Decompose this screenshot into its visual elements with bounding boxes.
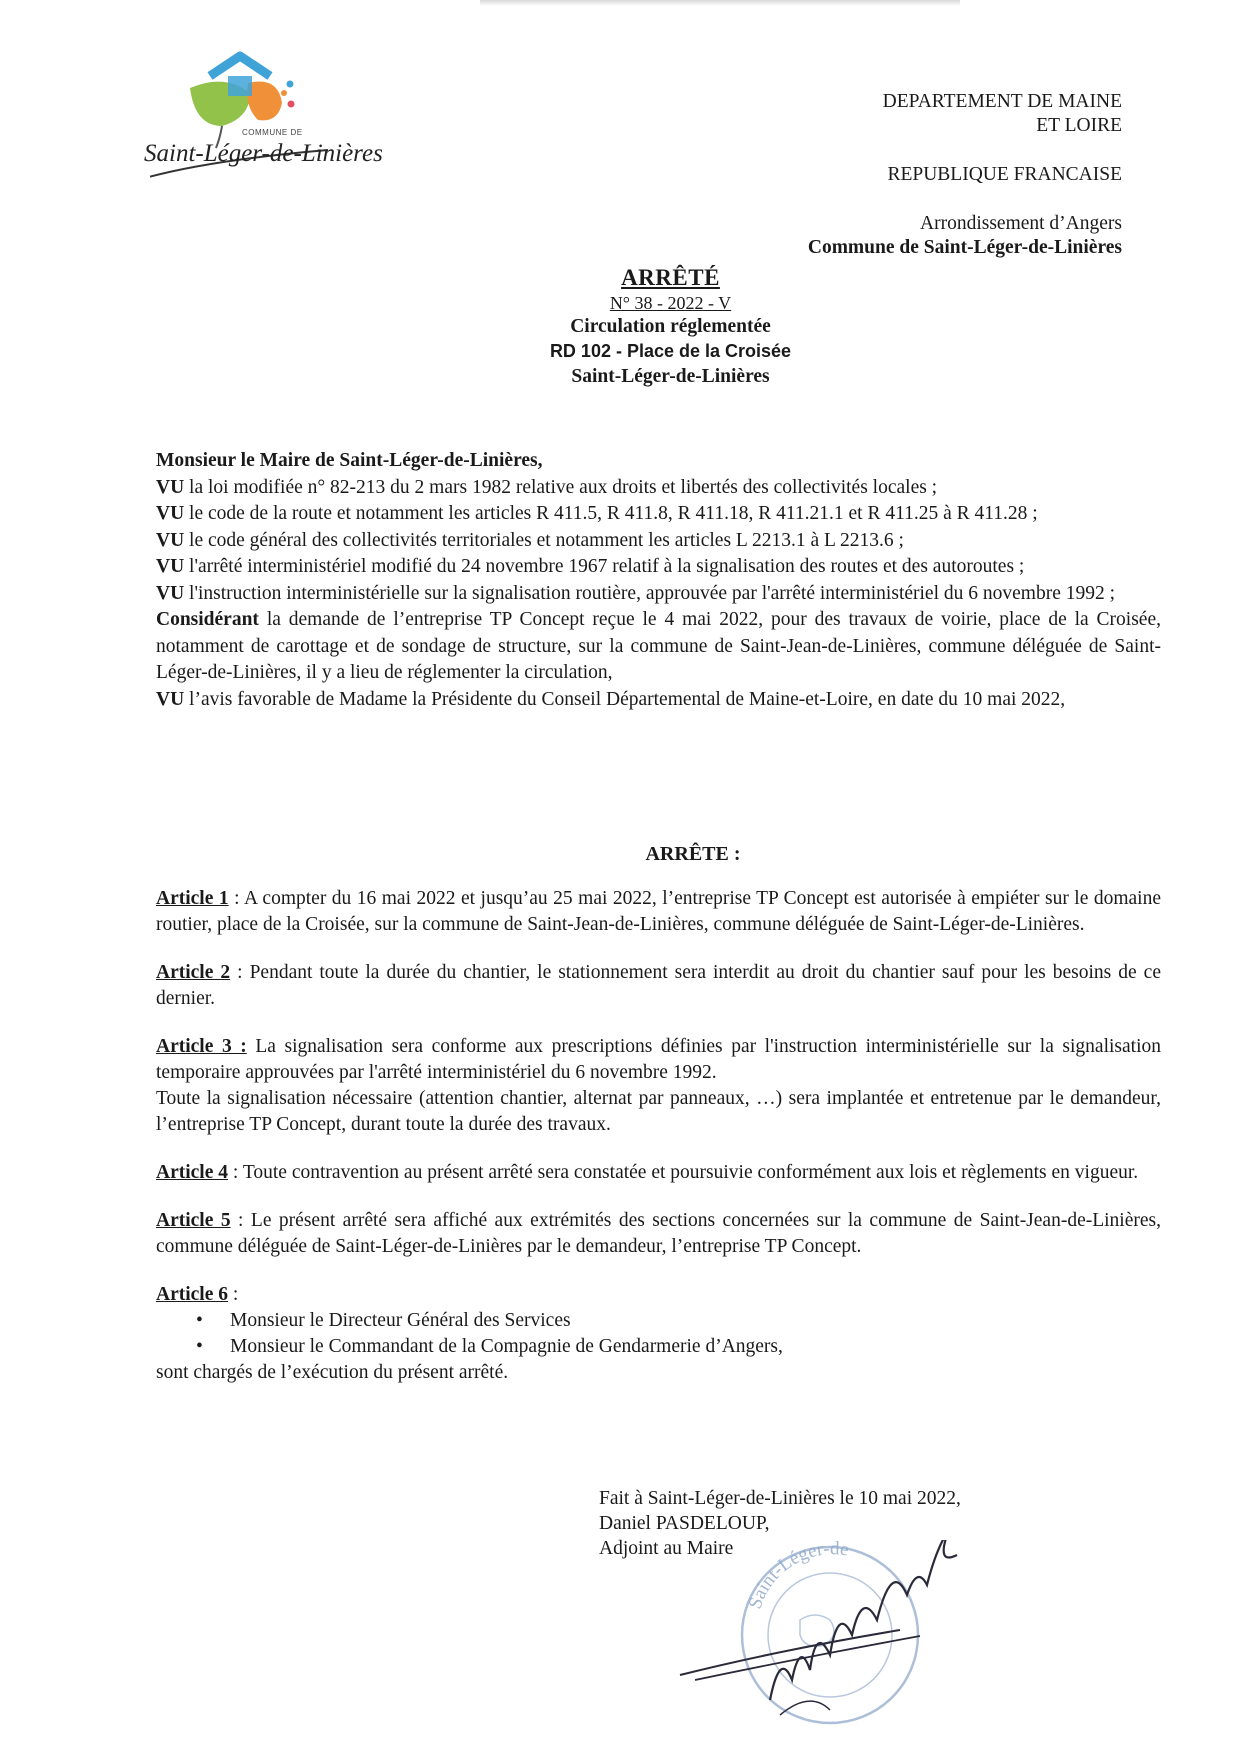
article-label: Article 6 bbox=[156, 1284, 229, 1305]
vu-label: VU bbox=[156, 688, 185, 710]
logo-commune-small: COMMUNE DE bbox=[242, 128, 303, 137]
article bbox=[156, 960, 1161, 1012]
decree-number: N° 38 - 2022 - V bbox=[609, 293, 732, 313]
vu-item bbox=[156, 475, 1161, 502]
logo-commune-script: Saint-Léger-de-Linières bbox=[144, 140, 383, 167]
scan-edge-shadow bbox=[480, 0, 960, 6]
commune-name: Commune de Saint-Léger-de-Linières bbox=[807, 237, 1122, 258]
stamp-text: Saint-Léger-de bbox=[744, 1540, 851, 1612]
bullet-icon: • bbox=[196, 1336, 203, 1357]
vu-item bbox=[156, 554, 1161, 581]
vu-text: le code général des collectivités territoriales et notamment les articles L 2213.1 à L 2213.6 ; bbox=[189, 529, 904, 551]
article-label: Article 3 : bbox=[156, 1036, 247, 1057]
article-paragraph: Toute la signalisation nécessaire (attention chantier, alternat par panneaux, …) sera implantée et entretenue par le demandeur, l’entreprise TP Concept, durant toute la durée des travaux. bbox=[156, 1088, 1161, 1135]
list-item-text: Monsieur le Directeur Général des Services bbox=[230, 1310, 571, 1331]
considerant-text: la demande de l’entreprise TP Concept reçue le 4 mai 2022, pour des travaux de voirie, place de la Croisée, notamment de carottage et de sondage de structure, sur la commune de Saint-Jean-de-Linières, commune déléguée de Saint-Léger-de-Linières, il y a lieu de réglementer la circulation, bbox=[156, 609, 1161, 683]
decree-title: ARRÊTÉ bbox=[621, 265, 720, 290]
article-text: Le présent arrêté sera affiché aux extrémités des sections concernées sur la commune de Saint-Jean-de-Linières, commune déléguée de Saint-Léger-de-Linières par le demandeur, l’entreprise TP Concept. bbox=[156, 1210, 1161, 1257]
article-label: Article 2 bbox=[156, 962, 231, 983]
vu-text: l'instruction interministérielle sur la signalisation routière, approuvée par l'arrêté interministériel du 6 novembre 1992 ; bbox=[189, 582, 1116, 604]
decision-heading: ARRÊTE : bbox=[645, 843, 741, 865]
vu-item bbox=[156, 501, 1161, 528]
handwritten-signature bbox=[660, 1540, 1020, 1740]
article-text: A compter du 16 mai 2022 et jusqu’au 25 mai 2022, l’entreprise TP Concept est autorisée à empiéter sur le domaine routier, place de la Croisée, sur la commune de Saint-Jean-de-Linières, commune déléguée de Saint-Léger-de-Linières. bbox=[156, 888, 1161, 935]
signatory-name: Daniel PASDELOUP, bbox=[599, 1513, 770, 1534]
signature-place-date: Fait à Saint-Léger-de-Linières le 10 mai 2022, bbox=[599, 1488, 961, 1509]
article-sep: : bbox=[230, 962, 250, 983]
vu-text: le code de la route et notamment les articles R 411.5, R 411.8, R 411.18, R 411.21.1 et R 411.25 à R 411.28 ; bbox=[189, 503, 1038, 524]
article-text: Toute contravention au présent arrêté sera constatée et poursuivie conformément aux lois et règlements en vigueur. bbox=[242, 1162, 1139, 1183]
list-item bbox=[156, 1308, 1161, 1334]
article bbox=[156, 1034, 1161, 1138]
decree-place: Saint-Léger-de-Linières bbox=[571, 366, 770, 387]
considerant-label: Considérant bbox=[156, 609, 259, 630]
article-paragraph bbox=[156, 1034, 1161, 1086]
article-sep: : bbox=[228, 1284, 239, 1305]
arrondissement-block bbox=[808, 212, 1122, 260]
vu-text: la loi modifiée n° 82-213 du 2 mars 1982 relative aux droits et libertés des collectivités locales ; bbox=[189, 476, 938, 498]
article bbox=[156, 1160, 1161, 1186]
republic-heading: REPUBLIQUE FRANCAISE bbox=[887, 164, 1122, 185]
signatory-role: Adjoint au Maire bbox=[599, 1538, 734, 1559]
article-paragraph bbox=[156, 1282, 1161, 1308]
vu-label: VU bbox=[156, 503, 185, 524]
decree-road: RD 102 - Place de la Croisée bbox=[549, 341, 792, 361]
article bbox=[156, 1282, 1161, 1386]
vu-text: l’avis favorable de Madame la Présidente du Conseil Départemental de Maine-et-Loire, en date du 10 mai 2022, bbox=[189, 688, 1066, 710]
department-heading bbox=[883, 90, 1122, 138]
vu-item bbox=[156, 581, 1161, 608]
article-sep: : bbox=[230, 1210, 251, 1231]
department-line-1: DEPARTEMENT DE MAINE bbox=[882, 91, 1122, 112]
arrondissement-text: Arrondissement d’Angers bbox=[920, 213, 1122, 234]
official-stamp bbox=[660, 1540, 1020, 1740]
responsible-list bbox=[156, 1308, 1161, 1360]
article-label: Article 1 bbox=[156, 888, 229, 909]
vu-label: VU bbox=[156, 582, 185, 604]
vu-text: l'arrêté interministériel modifié du 24 novembre 1967 relatif à la signalisation des routes et des autoroutes ; bbox=[189, 556, 1025, 577]
article-label: Article 4 bbox=[156, 1162, 229, 1183]
list-item-text: Monsieur le Commandant de la Compagnie de Gendarmerie d’Angers, bbox=[230, 1336, 783, 1357]
vu-label: VU bbox=[156, 556, 185, 577]
article-sep: : bbox=[228, 888, 244, 909]
article bbox=[156, 1208, 1161, 1260]
department-line-2: ET LOIRE bbox=[1036, 115, 1122, 136]
article-closing: sont chargés de l’exécution du présent arrêté. bbox=[156, 1362, 509, 1383]
decree-title-block bbox=[0, 264, 1241, 389]
commune-logo bbox=[144, 48, 383, 188]
list-item bbox=[156, 1334, 1161, 1360]
vu-label: VU bbox=[156, 476, 185, 498]
vu-item bbox=[156, 528, 1161, 555]
article-label: Article 5 bbox=[156, 1210, 231, 1231]
article-text: La signalisation sera conforme aux prescriptions définies par l'instruction interministérielle sur la signalisation temporaire approuvées par l'arrêté interministériel du 6 novembre 1992. bbox=[156, 1036, 1161, 1083]
article bbox=[156, 886, 1161, 938]
bullet-icon: • bbox=[196, 1310, 203, 1331]
articles bbox=[156, 886, 1161, 1386]
article-sep: : bbox=[228, 1162, 243, 1183]
vu-label: VU bbox=[156, 529, 185, 551]
mayor-heading: Monsieur le Maire de Saint-Léger-de-Linières, bbox=[156, 450, 543, 471]
preamble bbox=[156, 448, 1161, 713]
considerant-item bbox=[156, 607, 1161, 687]
vu-item bbox=[156, 687, 1161, 714]
article-text: Pendant toute la durée du chantier, le stationnement sera interdit au droit du chantier sauf pour les besoins de ce dernier. bbox=[156, 962, 1161, 1009]
decree-subject: Circulation réglementée bbox=[570, 316, 771, 337]
